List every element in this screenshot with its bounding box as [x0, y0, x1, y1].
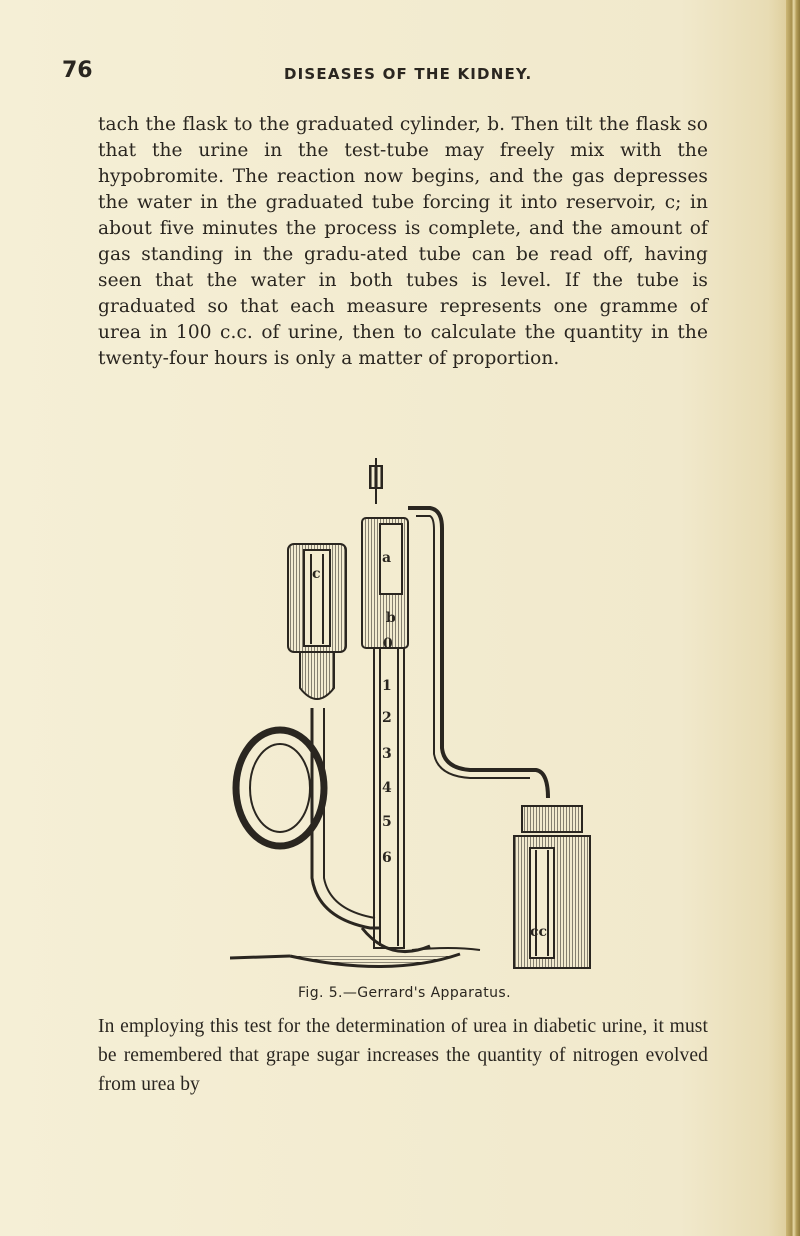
grad-4: 4 [382, 780, 392, 796]
body-paragraph-1: tach the flask to the graduated cylinder, b. Then tilt the flask so that the urine in the test-tube may freely mix with the hypobromite. The reaction now begins, and the gas depresses the water in the graduated tube forcing it into reservoir, c; in about five minutes the process is complete, and the amount of gas standing in the gradu-ated tube can be read off, having seen that the water in both tubes is level. If the tube is graduated so that each measure represents one gramme of urea in 100 c.c. of urine, then to calculate the quantity in the twenty-four hours is only a matter of proportion. [98, 114, 708, 369]
grad-3: 3 [382, 746, 392, 762]
page-edge [786, 0, 800, 1236]
running-head: DISEASES OF THE KIDNEY. [284, 65, 533, 83]
figure-caption: Fig. 5.—Gerrard's Apparatus. [298, 985, 511, 1001]
label-a: a [382, 550, 392, 566]
grad-1: 1 [382, 678, 392, 694]
grad-6: 6 [382, 850, 392, 866]
label-b: b [386, 610, 396, 626]
label-cc: cc [530, 924, 548, 940]
grad-5: 5 [382, 814, 392, 830]
label-c: c [312, 566, 321, 582]
page-header [62, 58, 702, 84]
page-number: 76 [62, 58, 93, 83]
body-paragraph-2: In employing this test for the determination of urea in diabetic urine, it must be remembered that grape sugar increases the quantity of nitrogen evolved from urea by [98, 1016, 708, 1095]
flask-stopper [522, 806, 582, 832]
gerrard-apparatus-illustration [230, 458, 600, 978]
grad-0: 0 [383, 636, 393, 652]
grad-2: 2 [382, 710, 392, 726]
